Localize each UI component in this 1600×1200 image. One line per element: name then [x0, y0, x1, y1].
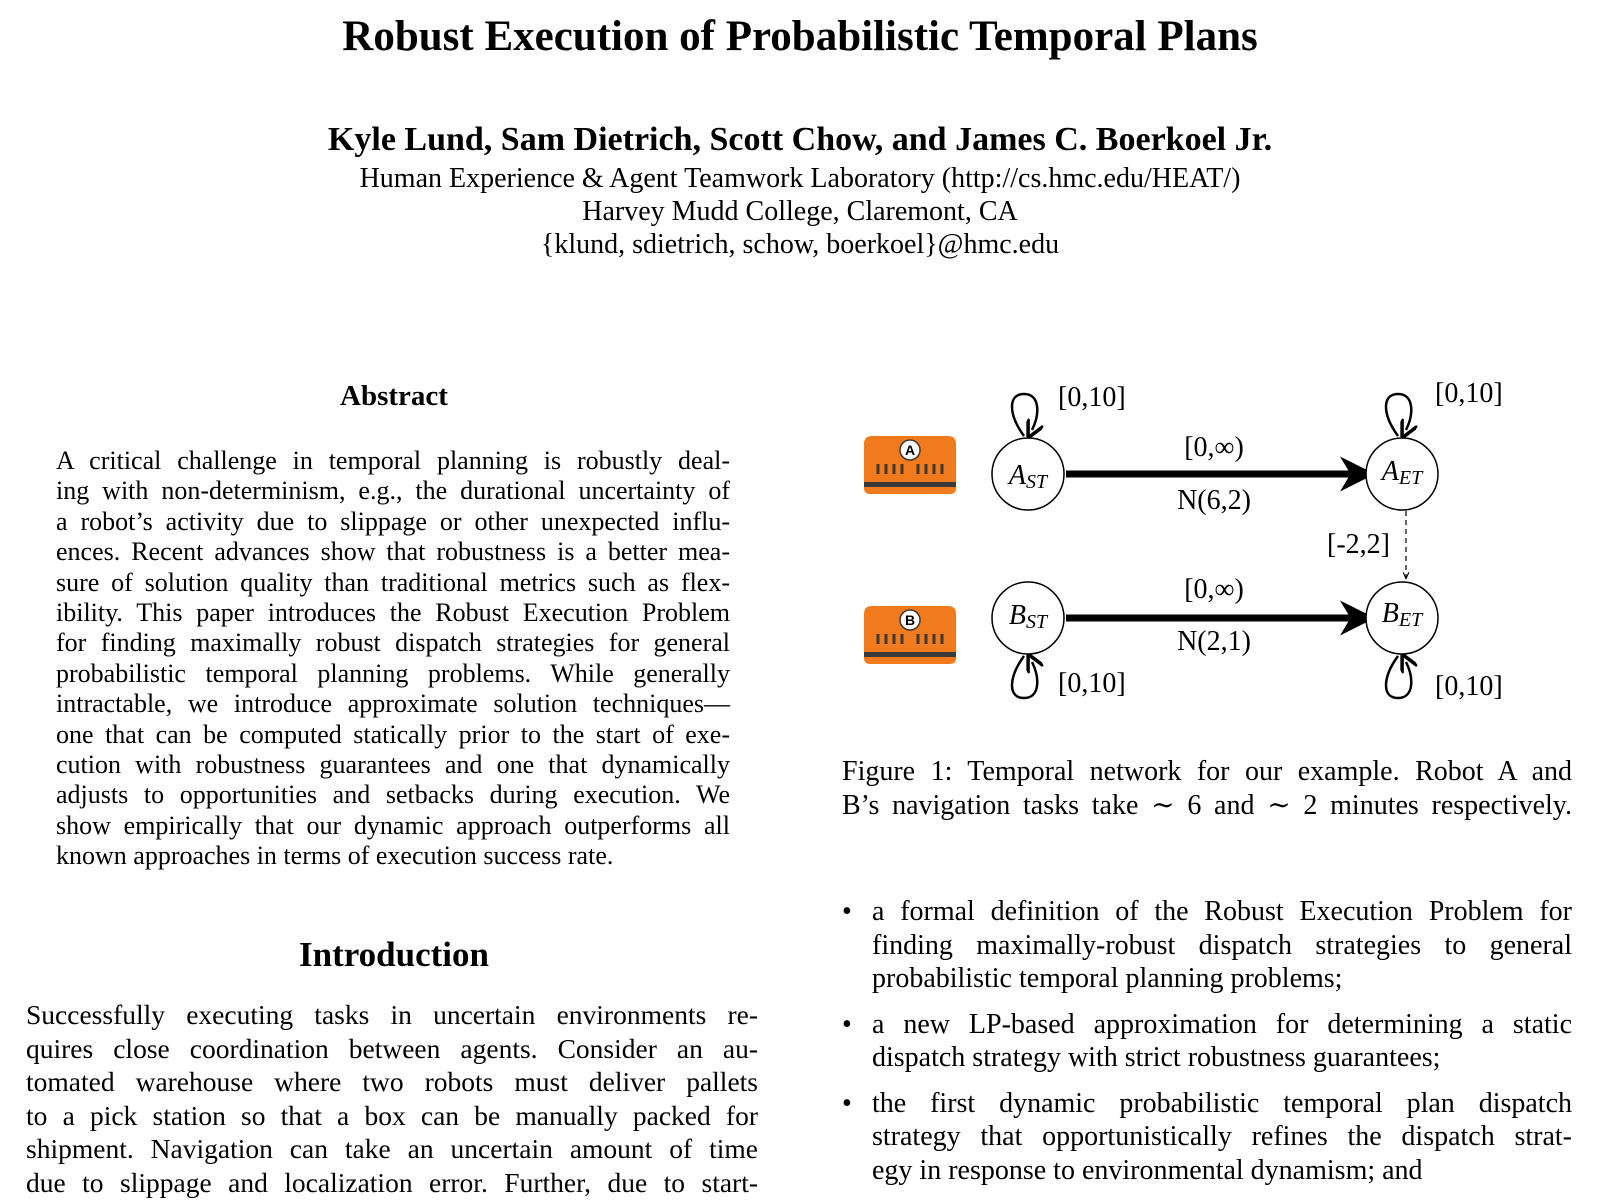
abstract-line: show empirically that our dynamic approach outperforms all — [56, 810, 730, 840]
loop-bst-label: [0,10] — [1058, 668, 1126, 699]
contribution-line: finding maximally-robust dispatch strategies to general — [872, 929, 1572, 961]
sync-edge-label: [-2,2] — [1327, 529, 1390, 560]
contribution-item — [842, 1008, 1572, 1075]
paper-title: Robust Execution of Probabilistic Temporal Plans — [342, 13, 1258, 60]
intro-line: to a pick station so that a box can be manually packed for — [26, 1099, 758, 1131]
loop-aet-label: [0,10] — [1435, 378, 1503, 409]
loop-bet — [1386, 656, 1411, 698]
temporal-network-figure — [860, 370, 1580, 730]
abstract-text — [56, 446, 730, 871]
robot-b-bumper — [864, 652, 956, 657]
robot-b-icon — [864, 606, 956, 664]
author-list: Kyle Lund, Sam Dietrich, Scott Chow, and James C. Boerkoel Jr. — [327, 121, 1273, 158]
affiliation-college: Harvey Mudd College, Claremont, CA — [582, 196, 1018, 227]
contribution-list — [842, 895, 1572, 1199]
abstract-line: one that can be computed statically prior to the start of exe- — [56, 719, 730, 749]
robot-a-badge: A — [904, 442, 916, 458]
contribution-item — [842, 895, 1572, 996]
intro-line: tomated warehouse where two robots must deliver pallets — [26, 1066, 758, 1097]
abstract-line: A critical challenge in temporal planning is robustly deal- — [56, 446, 730, 475]
loop-ast — [1012, 394, 1037, 436]
intro-line: quires close coordination between agents. Consider an au- — [26, 1032, 758, 1064]
abstract-line: ibility. This paper introduces the Robust Execution Problem — [56, 597, 730, 627]
robot-a-icon — [864, 436, 956, 494]
edge-a-interval-label: [0,∞) — [1184, 432, 1244, 463]
loop-aet — [1386, 394, 1411, 436]
abstract-line: intractable, we introduce approximate solution techniques— — [56, 689, 730, 719]
contribution-line: the first dynamic probabilistic temporal plan dispatch — [872, 1087, 1572, 1119]
intro-line: due to slippage and localization error. Further, due to start- — [26, 1166, 758, 1198]
loop-bet-label: [0,10] — [1435, 671, 1503, 702]
contribution-line: probabilistic temporal planning problems; — [872, 963, 1343, 994]
robot-b-badge: B — [904, 612, 916, 628]
node-ast-label: AST — [1008, 460, 1048, 493]
node-aet-label: AET — [1381, 456, 1423, 489]
abstract-line: sure of solution quality than traditional metrics such as flex- — [56, 567, 730, 597]
node-bet-label: BET — [1381, 598, 1423, 631]
bullet-icon: • — [842, 896, 852, 927]
introduction-heading: Introduction — [299, 935, 489, 974]
bullet-icon: • — [842, 1008, 852, 1040]
introduction-text — [26, 998, 758, 1199]
abstract-line: a robot’s activity due to slippage or other unexpected influ- — [56, 506, 730, 536]
abstract-line: for finding maximally robust dispatch strategies for general — [56, 628, 730, 658]
contribution-line: dispatch strategy with strict robustness guarantees; — [872, 1042, 1441, 1073]
edge-b-distribution-label: N(2,1) — [1177, 626, 1251, 657]
intro-line: Successfully executing tasks in uncertain environments re- — [26, 999, 758, 1030]
loop-bst — [1012, 656, 1037, 698]
author-emails: {klund, sdietrich, schow, boerkoel}@hmc.edu — [540, 229, 1060, 260]
node-bst-label: BST — [1008, 600, 1048, 633]
affiliation-lab: Human Experience & Agent Teamwork Laboratory (http://cs.hmc.edu/HEAT/) — [359, 163, 1241, 194]
caption-line: Figure 1: Temporal network for our example. Robot A and — [842, 756, 1572, 787]
edge-a-distribution-label: N(6,2) — [1177, 485, 1251, 516]
contribution-line: a new LP-based approximation for determining a static — [872, 1008, 1572, 1040]
edge-b-interval-label: [0,∞) — [1184, 574, 1244, 605]
contribution-line: a formal definition of the Robust Execution Problem for — [872, 896, 1572, 927]
robot-a-bumper — [864, 482, 956, 487]
figure-caption — [842, 755, 1572, 823]
caption-line: B’s navigation tasks take ∼ 6 and ∼ 2 minutes respectively. — [842, 790, 1572, 821]
abstract-line: probabilistic temporal planning problems. While generally — [56, 658, 730, 688]
abstract-line: ing with non-determinism, e.g., the durational uncertainty of — [56, 476, 730, 506]
abstract-line: cution with robustness guarantees and one that dynamically — [56, 749, 730, 779]
contribution-line: strategy that opportunistically refines the dispatch strat- — [872, 1121, 1572, 1152]
abstract-line: adjusts to opportunities and setbacks during execution. We — [56, 780, 730, 810]
bullet-icon: • — [842, 1087, 852, 1119]
contribution-line: egy in response to environmental dynamism; and — [872, 1154, 1423, 1186]
abstract-heading: Abstract — [340, 380, 448, 412]
abstract-line: known approaches in terms of execution success rate. — [56, 841, 614, 871]
loop-ast-label: [0,10] — [1058, 382, 1126, 413]
contribution-item — [842, 1087, 1572, 1188]
intro-line: shipment. Navigation can take an uncertain amount of time — [26, 1133, 758, 1164]
abstract-line: ences. Recent advances show that robustness is a better mea- — [56, 537, 730, 567]
